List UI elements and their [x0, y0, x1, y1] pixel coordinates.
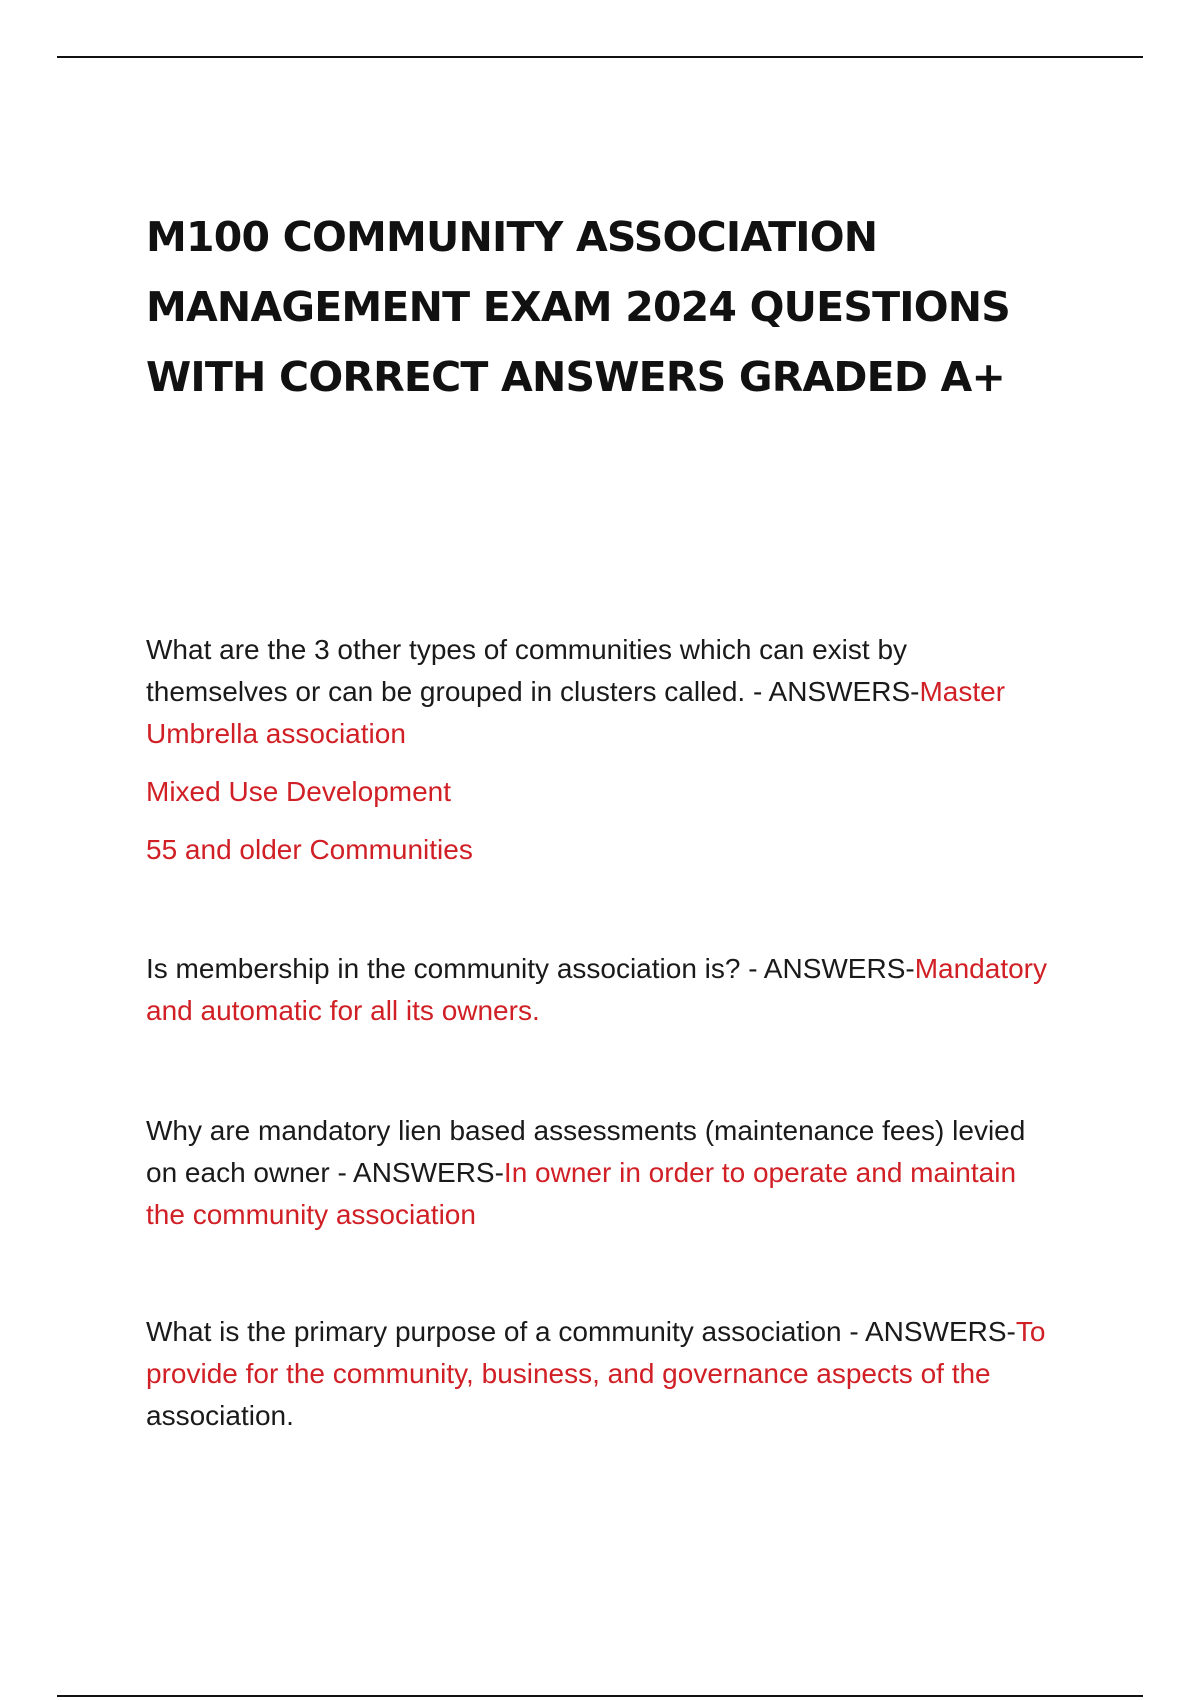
question-fragment: themselves or can be grouped in clusters called. - ANSWERS-	[146, 676, 920, 707]
question-fragment: on each owner - ANSWERS-	[146, 1157, 504, 1188]
answer-line: 55 and older Communities	[146, 834, 473, 865]
question-text	[146, 629, 1106, 755]
question-line: Why are mandatory lien based assessments (maintenance fees) levied	[146, 1115, 1026, 1146]
answer-fragment: Master	[919, 676, 1006, 707]
bottom-divider	[57, 1695, 1143, 1697]
question-line: What are the 3 other types of communities which can exist by	[146, 634, 908, 665]
question-answer-block	[146, 948, 1106, 1032]
answer-fragment: To	[1015, 1316, 1046, 1347]
question-line: association.	[146, 1400, 294, 1431]
question-line	[146, 1311, 1106, 1353]
question-text	[146, 948, 1106, 1032]
question-answer-block	[146, 1311, 1106, 1437]
document-title	[146, 202, 1106, 412]
top-divider	[57, 56, 1143, 58]
question-fragment: What is the primary purpose of a community association - ANSWERS-	[146, 1316, 1016, 1347]
question-line	[146, 1152, 1106, 1194]
answer-fragment: Mandatory	[914, 953, 1047, 984]
answer-line: Mixed Use Development	[146, 776, 452, 807]
question-text	[146, 1110, 1106, 1236]
answer-line: Umbrella association	[146, 718, 406, 749]
question-line	[146, 671, 1106, 713]
question-fragment: Is membership in the community association is? - ANSWERS-	[146, 953, 915, 984]
question-answer-block	[146, 1110, 1106, 1236]
question-line	[146, 948, 1106, 990]
question-text	[146, 1311, 1106, 1437]
answer-line: the community association	[146, 1199, 476, 1230]
answer-line: provide for the community, business, and governance aspects of the	[146, 1358, 991, 1389]
title-line: WITH CORRECT ANSWERS GRADED A+	[146, 353, 1006, 401]
question-answer-block	[146, 629, 1106, 871]
answer-fragment: In owner in order to operate and maintain	[503, 1157, 1017, 1188]
answer-line: and automatic for all its owners.	[146, 995, 540, 1026]
title-line: M100 COMMUNITY ASSOCIATION	[146, 213, 878, 261]
title-line: MANAGEMENT EXAM 2024 QUESTIONS	[146, 283, 1011, 331]
